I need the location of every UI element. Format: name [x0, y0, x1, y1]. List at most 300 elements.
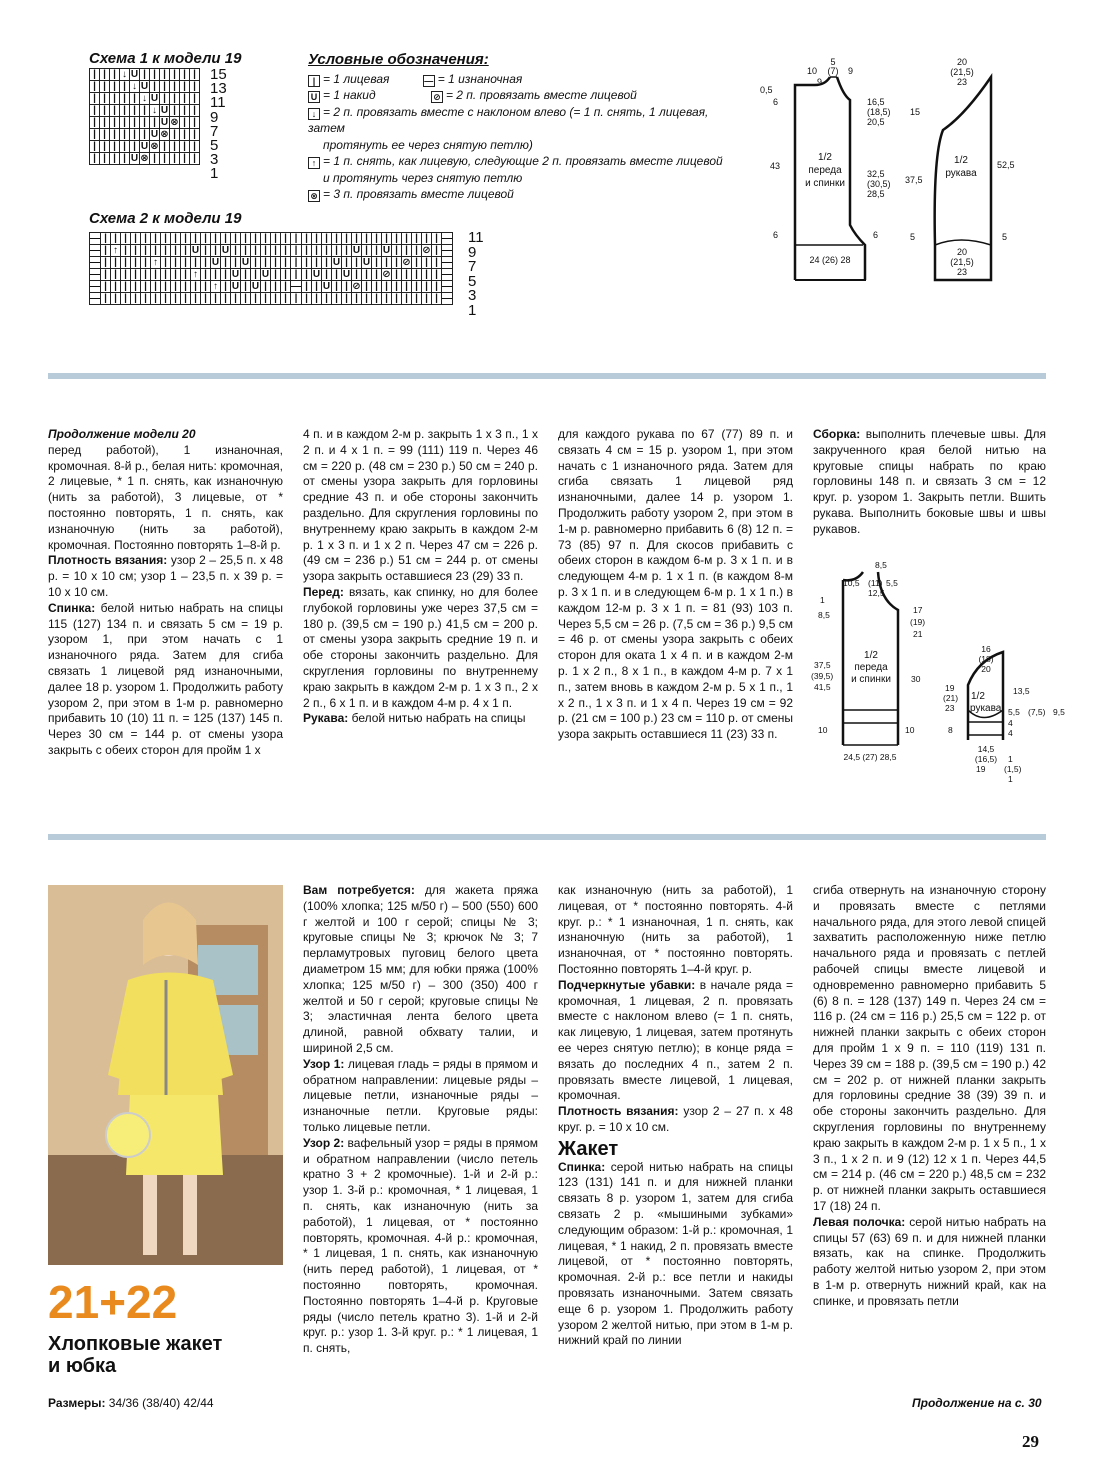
- grid-cell: |: [281, 269, 291, 281]
- svg-text:1/2: 1/2: [864, 650, 878, 661]
- grid-cell: U: [342, 268, 351, 280]
- grid-cell: |: [251, 245, 261, 257]
- grid-cell: |: [110, 81, 120, 93]
- model20-column-1: [48, 427, 283, 759]
- grid-row-number: 5: [210, 137, 219, 155]
- grid-cell: |: [100, 81, 110, 93]
- materials-text: для жакета пряжа (100% хлопка; 125 м/50 г) – 500 (550) 600 г желтой и 100 г серой; спицы № 3; круговые спицы № 3; крючок № 3; 7 перламутровых пуговиц белого цвета диаметром 15 мм; для юбки пряжа (100% хлопка; 125 м/50 г) – 300 (350) 400 г желтой и 50 г серой; круговые спицы № 3; эластичная лента белого цвета длиной, равной обхвату талии, и шириной 2,5 см.: [303, 883, 538, 1055]
- k2tog-icon: ⊘: [431, 91, 443, 103]
- assembly-text: выполнить плечевые швы. Для закрученного края белой нитью на круговые спицы набрать по краю горловины 148 п. и связать 3 см = 12 круг. р. узором 1. Закрыть петли. Вшить рукава. Выполнить боковые швы и швы рукавов.: [813, 427, 1046, 536]
- grid-cell: |: [131, 293, 141, 305]
- legend-skp-2: протянуть ее через снятую петлю): [323, 137, 533, 152]
- svg-text:1/2: 1/2: [954, 155, 968, 166]
- svg-text:1/2: 1/2: [818, 152, 832, 163]
- grid-cell: |: [120, 129, 130, 141]
- grid-cell: |: [141, 281, 151, 293]
- scheme1-row-numbers: [210, 68, 227, 182]
- grid-cell: |: [180, 93, 190, 105]
- grid-cell: |: [100, 153, 110, 165]
- grid-row-number: 3: [468, 287, 477, 305]
- legend-k3tog: = 3 п. провязать вместе лицевой: [323, 187, 514, 201]
- grid-cell: |: [372, 269, 382, 281]
- grid-cell: |: [160, 153, 170, 165]
- grid-cell: ⊘: [382, 268, 391, 280]
- grid-row-number: 9: [210, 108, 219, 126]
- grid-cell: |: [111, 257, 121, 269]
- grid-cell: |: [160, 141, 170, 153]
- grid-cell: |: [392, 269, 402, 281]
- grid-cell: |: [140, 69, 150, 81]
- grid-cell: |: [160, 93, 170, 105]
- grid-cell: |: [402, 233, 412, 245]
- jacket-heading: Жакет: [558, 1137, 619, 1160]
- grid-cell: |: [170, 141, 180, 153]
- grid-cell: |: [170, 129, 180, 141]
- grid-cell: |: [201, 257, 211, 269]
- grid-cell: |: [271, 281, 281, 293]
- svg-text:1: 1: [820, 595, 825, 605]
- pattern2-text: вафельный узор = ряды в прямом и обратном направлении (число петель кратно 3 + 2 кромочные). 1-й и 2-й р.: узор 1. 3-й р.: кромочная, * 1 лицевая, 1 п. снять, как изнаночную (нить за работой), 1 лицевая, от * постоянно повторять, кромочная. 4-й р.: кромочная, * 1 лицевая, 1 п. снять, как изнаночную (нить перед работой), 1 лицевая, от * постоянно повторять, кромочная. Постоянно повторять 1–4-й р. Круговые ряды (число петель кратно 3). 1-й и 2-й круг. р.: узор 1. 3-й круг. р.: * 1 лицевая, 1 п. снять,: [303, 1135, 539, 1356]
- grid-cell: |: [180, 153, 190, 165]
- pattern19-diagram: [755, 55, 1055, 290]
- grid-cell: |: [241, 281, 251, 293]
- svg-text:8,5: 8,5: [875, 560, 887, 570]
- legend: [308, 52, 738, 203]
- sizes-value: 34/36 (38/40) 42/44: [105, 1396, 214, 1410]
- grid-cell: |: [402, 293, 412, 305]
- grid-cell: |: [211, 233, 221, 245]
- grid-cell: |: [221, 269, 231, 281]
- grid-row-number: 7: [210, 122, 219, 140]
- grid-cell: |: [171, 281, 181, 293]
- grid-cell: —: [442, 256, 452, 268]
- grid-cell: —: [90, 232, 100, 244]
- grid-cell: |: [140, 129, 150, 141]
- grid-cell: ⊘: [402, 256, 411, 268]
- svg-text:(11): (11): [868, 578, 883, 588]
- grid-cell: U: [231, 268, 240, 280]
- section-divider-1: [48, 373, 1046, 379]
- grid-cell: |: [170, 93, 180, 105]
- yarn-over-icon: U: [308, 91, 320, 103]
- scheme1-title: Схема 1 к модели 19: [89, 50, 242, 67]
- grid-cell: |: [180, 105, 190, 117]
- grid-cell: |: [241, 269, 251, 281]
- grid-cell: |: [422, 233, 432, 245]
- grid-cell: |: [131, 269, 141, 281]
- svg-text:(21,5): (21,5): [950, 67, 974, 77]
- grid-cell: |: [372, 281, 382, 293]
- grid-cell: |: [90, 69, 100, 81]
- grid-cell: |: [422, 281, 432, 293]
- grid-cell: |: [130, 105, 140, 117]
- grid-cell: ↓: [150, 105, 160, 117]
- front-text: вязать, как спинку, но для более глубокой горловины уже через 37,5 см = 180 р. (39,5 см = 190 р.) 41,5 см = 200 р. от смены узора закрыть средние 19 п. и обе стороны закончить раздельно. Для скругления горловины по внутреннему краю закрыть в каждом 2-м р. 1 х 3 п., 2 х 2 п., 6 х 1 п. и в каждом 4-м р. 4 х 1 п.: [303, 584, 538, 710]
- svg-text:(18): (18): [978, 654, 994, 664]
- grid-cell: |: [110, 117, 120, 129]
- grid-row-number: 7: [468, 258, 477, 276]
- svg-text:5: 5: [830, 57, 836, 67]
- grid-cell: ⊗: [160, 128, 169, 140]
- svg-text:8: 8: [948, 725, 953, 735]
- grid-cell: |: [201, 245, 211, 257]
- jacket-back-label: Спинка:: [558, 1159, 606, 1174]
- grid-cell: |: [161, 281, 171, 293]
- grid-cell: |: [181, 257, 191, 269]
- grid-cell: |: [402, 245, 412, 257]
- grid-cell: |: [241, 233, 251, 245]
- grid-cell: |: [111, 293, 121, 305]
- grid-cell: |: [190, 129, 200, 141]
- grid-cell: |: [382, 281, 392, 293]
- svg-text:17: 17: [913, 605, 923, 615]
- model-photo-illustration: [48, 885, 283, 1265]
- grid-cell: |: [432, 245, 442, 257]
- pattern20-diagram: [808, 560, 1078, 795]
- grid-cell: |: [171, 269, 181, 281]
- grid-cell: |: [342, 257, 352, 269]
- grid-cell: |: [170, 69, 180, 81]
- grid-cell: |: [171, 245, 181, 257]
- model20-c3: для каждого рукава по 67 (77) 89 п. и связать 4 см = 15 р. узором 1, при этом начать с 1 изнаночного ряда. Затем для сгиба связать 1 лицевой ряд изнаночными, далее 14 р. узором 1. Продолжить работу узором 2, при этом в 1-м р. равномерно прибавить 6 (8) 12 п. = 73 (85) 97 п. Для скосов прибавить с обеих сторон в каждом 6-м р. 3 х 1 п. и в следующем 4-м р. 1 х 1 п. (в каждом 8-м р. 3 х 1 п. и в следующем 6-м р. 1 х 1 п.) в каждом 12-м р. 3 х 1 п. = 81 (93) 103 п. Через 5,5 см = 26 р. (7,5 см = 36 р.) 9,5 см = 46 р. от смены узора закрыть с обеих сторон для оката 1 х 4 п. и в каждом 2-м р. 1 х 2 п., 8 х 1 п., в каждом 4-м р. 7 х 1 п., затем вновь в каждом 2-м р. 5 х 1 п., 1 х 2 п., 1 х 3 п. и 1 х 4 п. Через 19 см = 92 р. (21 см = 100 р.) 23 см = 110 р. от смены узора закрыть оставшиеся 11 (23) 33 п.: [558, 427, 793, 742]
- svg-text:1: 1: [1008, 754, 1013, 764]
- grid-cell: |: [191, 293, 201, 305]
- grid-cell: ⊘: [352, 280, 361, 292]
- grid-cell: |: [322, 293, 332, 305]
- svg-text:21: 21: [913, 629, 923, 639]
- svg-text:5: 5: [910, 232, 916, 242]
- grid-cell: |: [131, 257, 141, 269]
- svg-text:рукава: рукава: [970, 703, 1002, 714]
- svg-text:14,5: 14,5: [977, 744, 995, 754]
- grid-cell: |: [352, 233, 362, 245]
- grid-cell: U: [312, 268, 321, 280]
- svg-text:4: 4: [1008, 718, 1013, 728]
- grid-cell: |: [141, 293, 151, 305]
- grid-cell: |: [281, 245, 291, 257]
- grid-cell: |: [302, 233, 312, 245]
- grid-cell: ↑: [111, 245, 121, 257]
- model21-column-3: [813, 883, 1046, 1310]
- assembly-label: Сборка:: [813, 427, 861, 441]
- grid-cell: |: [342, 233, 352, 245]
- grid-cell: |: [322, 233, 332, 245]
- sk2p-icon: ↑: [308, 157, 320, 169]
- grid-cell: |: [180, 69, 190, 81]
- svg-text:10: 10: [905, 725, 915, 735]
- grid-cell: |: [120, 93, 130, 105]
- svg-text:24 (26) 28: 24 (26) 28: [809, 255, 851, 265]
- purl-icon: —: [424, 75, 434, 86]
- grid-cell: |: [392, 245, 402, 257]
- svg-text:23: 23: [956, 267, 968, 277]
- grid-cell: |: [412, 245, 422, 257]
- grid-cell: |: [120, 81, 130, 93]
- grid-cell: |: [101, 245, 111, 257]
- model20-heading: Продолжение модели 20: [48, 427, 196, 441]
- grid-cell: |: [100, 129, 110, 141]
- grid-cell: |: [372, 293, 382, 305]
- grid-cell: |: [180, 129, 190, 141]
- svg-text:28,5: 28,5: [867, 189, 885, 199]
- grid-cell: |: [271, 293, 281, 305]
- grid-cell: |: [141, 245, 151, 257]
- grid-cell: |: [90, 105, 100, 117]
- grid-cell: —: [291, 280, 301, 292]
- grid-cell: ⊗: [170, 116, 179, 128]
- grid-cell: U: [150, 128, 159, 140]
- grid-cell: |: [161, 233, 171, 245]
- grid-cell: |: [412, 269, 422, 281]
- grid-cell: |: [402, 269, 412, 281]
- grid-cell: |: [181, 245, 191, 257]
- grid-cell: |: [180, 117, 190, 129]
- back-text: белой нитью набрать на спицы 115 (127) 134 п. и связать 5 см = 19 р. узором 1, при этом начать с 1 изнаночного ряда. Затем для сгиба связать 1 лицевой ряд изнаночными, далее 18 р. узором 1. Продолжить работу узором 2, при этом в 1-м р. равномерно прибавить 10 (10) 11 п. = 125 (137) 145 п. Через 30 см = 144 р. от смены узора закрыть с обеих сторон для пройм 1 х: [48, 600, 283, 757]
- svg-text:10: 10: [818, 725, 828, 735]
- svg-text:(21): (21): [943, 693, 959, 703]
- sleeves-label: Рукава:: [303, 711, 349, 726]
- svg-text:12,5: 12,5: [868, 588, 885, 598]
- grid-cell: |: [302, 269, 312, 281]
- grid-cell: |: [151, 281, 161, 293]
- grid-cell: U: [130, 152, 139, 164]
- grid-cell: |: [362, 269, 372, 281]
- grid-cell: |: [171, 293, 181, 305]
- legend-purl: = 1 изнаночная: [437, 71, 523, 86]
- model20-column-4: [813, 427, 1046, 538]
- model-title-line2: и юбка: [48, 1355, 117, 1377]
- svg-text:переда: переда: [854, 662, 888, 673]
- grid-cell: U: [241, 256, 250, 268]
- svg-text:рукава: рукава: [945, 168, 977, 179]
- svg-text:43: 43: [770, 161, 781, 171]
- grid-cell: |: [160, 69, 170, 81]
- grid-cell: |: [402, 281, 412, 293]
- svg-text:9: 9: [817, 77, 823, 87]
- svg-text:23: 23: [956, 77, 968, 87]
- grid-cell: |: [332, 293, 342, 305]
- grid-cell: |: [372, 233, 382, 245]
- svg-text:41,5: 41,5: [814, 682, 831, 692]
- grid-cell: |: [150, 69, 160, 81]
- legend-yo: = 1 накид: [323, 88, 376, 102]
- grid-cell: |: [181, 293, 191, 305]
- pattern20-labels: [811, 560, 1065, 784]
- grid-cell: |: [291, 257, 302, 269]
- grid-cell: —: [442, 268, 452, 280]
- grid-cell: U: [251, 280, 260, 292]
- grid-cell: |: [312, 257, 322, 269]
- grid-cell: |: [161, 269, 171, 281]
- skp-icon: ↓: [308, 108, 320, 120]
- grid-cell: |: [120, 153, 130, 165]
- grid-cell: |: [191, 233, 201, 245]
- grid-cell: |: [101, 281, 111, 293]
- grid-cell: |: [130, 93, 140, 105]
- svg-text:(7): (7): [827, 66, 839, 76]
- grid-cell: |: [130, 141, 140, 153]
- section-divider-2: [48, 834, 1046, 840]
- grid-cell: |: [342, 293, 352, 305]
- grid-cell: |: [231, 233, 241, 245]
- grid-cell: |: [302, 257, 312, 269]
- svg-text:4: 4: [1008, 728, 1013, 738]
- grid-cell: |: [100, 117, 110, 129]
- grid-cell: |: [392, 257, 402, 269]
- grid-cell: |: [180, 141, 190, 153]
- pattern1-text: лицевая гладь = ряды в прямом и обратном направлении: лицевые ряды – лицевые петли, изнаночные ряды – изнаночные петли. Круговые ряды: только лицевые петли.: [303, 1056, 538, 1134]
- grid-cell: |: [141, 257, 151, 269]
- grid-cell: |: [251, 269, 261, 281]
- model20-column-2: [303, 427, 538, 727]
- grid-cell: ↑: [151, 257, 161, 269]
- grid-cell: |: [90, 81, 100, 93]
- model-photo: [48, 885, 283, 1265]
- grid-cell: |: [131, 245, 141, 257]
- grid-cell: |: [181, 233, 191, 245]
- grid-cell: |: [281, 233, 291, 245]
- svg-text:20: 20: [956, 57, 968, 67]
- grid-cell: |: [342, 245, 352, 257]
- grid-cell: |: [140, 117, 150, 129]
- grid-cell: U: [221, 244, 230, 256]
- grid-cell: |: [382, 233, 392, 245]
- svg-text:6: 6: [873, 230, 879, 240]
- grid-cell: |: [271, 257, 281, 269]
- grid-cell: |: [90, 141, 100, 153]
- grid-cell: |: [362, 245, 372, 257]
- grid-cell: |: [100, 69, 110, 81]
- grid-cell: |: [231, 257, 241, 269]
- grid-cell: |: [291, 245, 302, 257]
- grid-cell: |: [261, 245, 271, 257]
- svg-text:30: 30: [911, 674, 921, 684]
- grid-cell: —: [442, 292, 452, 304]
- grid-cell: U: [322, 280, 331, 292]
- grid-cell: |: [101, 293, 111, 305]
- grid-cell: |: [392, 233, 402, 245]
- svg-text:52,5: 52,5: [997, 160, 1015, 170]
- grid-cell: |: [190, 117, 200, 129]
- svg-text:6: 6: [773, 230, 779, 240]
- grid-cell: |: [190, 105, 200, 117]
- grid-cell: |: [261, 281, 271, 293]
- svg-text:8,5: 8,5: [818, 610, 830, 620]
- grid-cell: |: [131, 281, 141, 293]
- svg-text:19: 19: [945, 683, 955, 693]
- grid-cell: |: [181, 269, 191, 281]
- grid-cell: |: [392, 293, 402, 305]
- svg-text:(39,5): (39,5): [811, 671, 834, 681]
- grid-cell: |: [151, 245, 161, 257]
- left-front-label: Левая полочка:: [813, 1214, 906, 1229]
- grid-cell: |: [121, 233, 131, 245]
- model-title: [48, 1333, 222, 1377]
- grid-row-number: 15: [210, 66, 227, 83]
- svg-text:5,5: 5,5: [1008, 707, 1020, 717]
- grid-cell: |: [422, 269, 432, 281]
- grid-cell: |: [140, 105, 150, 117]
- k3tog-icon: ⊗: [308, 190, 320, 202]
- decreases-text: в начале ряда = кромочная, 1 лицевая, 2 п. провязать вместе с наклоном влево (= 1 п. снять, как лицевую, 1 лицевая, затем протянуть ее через снятую петлю); в конце ряда = вязать до последних 4 п., затем 2 п. провязать вместе лицевой, 1 лицевая, кромочная.: [558, 977, 794, 1103]
- grid-cell: |: [261, 293, 271, 305]
- grid-cell: |: [302, 293, 312, 305]
- svg-text:32,5: 32,5: [867, 169, 885, 179]
- grid-row-number: 9: [468, 243, 477, 261]
- grid-cell: |: [190, 69, 200, 81]
- svg-text:(1,5): (1,5): [1004, 764, 1022, 774]
- grid-cell: |: [211, 245, 221, 257]
- grid-cell: |: [221, 257, 231, 269]
- svg-text:0,5: 0,5: [760, 85, 773, 95]
- svg-text:(7,5): (7,5): [1028, 707, 1046, 717]
- grid-cell: U: [191, 244, 200, 256]
- grid-cell: |: [322, 245, 332, 257]
- grid-cell: U: [231, 280, 240, 292]
- grid-cell: |: [392, 281, 402, 293]
- svg-text:5,5: 5,5: [886, 578, 898, 588]
- grid-cell: —: [90, 280, 100, 292]
- grid-cell: |: [412, 257, 422, 269]
- left-front-text: серой нитью набрать на спицы 57 (63) 69 п. и для нижней планки вязать, как на спинке. Продолжить работу желтой нитью узором 2, при этом в 1-м р. отвернуть нижний край, как на спинке, и провязать петли: [813, 1214, 1046, 1308]
- grid-cell: U: [332, 256, 341, 268]
- grid-cell: |: [241, 293, 251, 305]
- grid-cell: ↓: [120, 69, 130, 81]
- grid-cell: |: [180, 81, 190, 93]
- grid-cell: |: [352, 293, 362, 305]
- grid-cell: U: [150, 92, 159, 104]
- grid-cell: |: [181, 281, 191, 293]
- grid-cell: |: [141, 269, 151, 281]
- grid-cell: ⊗: [150, 140, 159, 152]
- pattern19-labels: [760, 57, 1015, 277]
- grid-cell: |: [231, 245, 241, 257]
- grid-cell: ↑: [211, 281, 221, 293]
- grid-cell: |: [90, 129, 100, 141]
- grid-cell: |: [281, 293, 291, 305]
- grid-cell: ⊘: [422, 244, 431, 256]
- grid-cell: U: [211, 256, 220, 268]
- grid-cell: |: [372, 245, 382, 257]
- grid-cell: |: [271, 245, 281, 257]
- grid-cell: |: [312, 245, 322, 257]
- grid-cell: |: [121, 281, 131, 293]
- grid-cell: |: [271, 233, 281, 245]
- svg-text:и спинки: и спинки: [805, 178, 845, 189]
- grid-cell: U: [130, 68, 139, 80]
- grid-cell: |: [241, 245, 251, 257]
- scheme1-grid: [89, 68, 200, 165]
- grid-cell: |: [100, 105, 110, 117]
- grid-cell: |: [201, 233, 211, 245]
- grid-cell: |: [150, 153, 160, 165]
- grid-cell: |: [201, 293, 211, 305]
- legend-sk2p-2: и протянуть через снятую петлю: [323, 170, 523, 185]
- continued-link[interactable]: Продолжение на с. 30: [912, 1396, 1042, 1410]
- grid-cell: |: [211, 269, 221, 281]
- model-number: 21+22: [48, 1276, 178, 1328]
- grid-cell: |: [432, 269, 442, 281]
- grid-cell: ↓: [140, 93, 150, 105]
- grid-cell: |: [432, 257, 442, 269]
- grid-cell: —: [90, 292, 100, 304]
- grid-cell: |: [281, 257, 291, 269]
- density21-label: Плотность вязания:: [558, 1104, 679, 1119]
- grid-cell: |: [412, 281, 422, 293]
- grid-cell: |: [161, 245, 171, 257]
- grid-cell: |: [170, 105, 180, 117]
- svg-text:(21,5): (21,5): [950, 257, 974, 267]
